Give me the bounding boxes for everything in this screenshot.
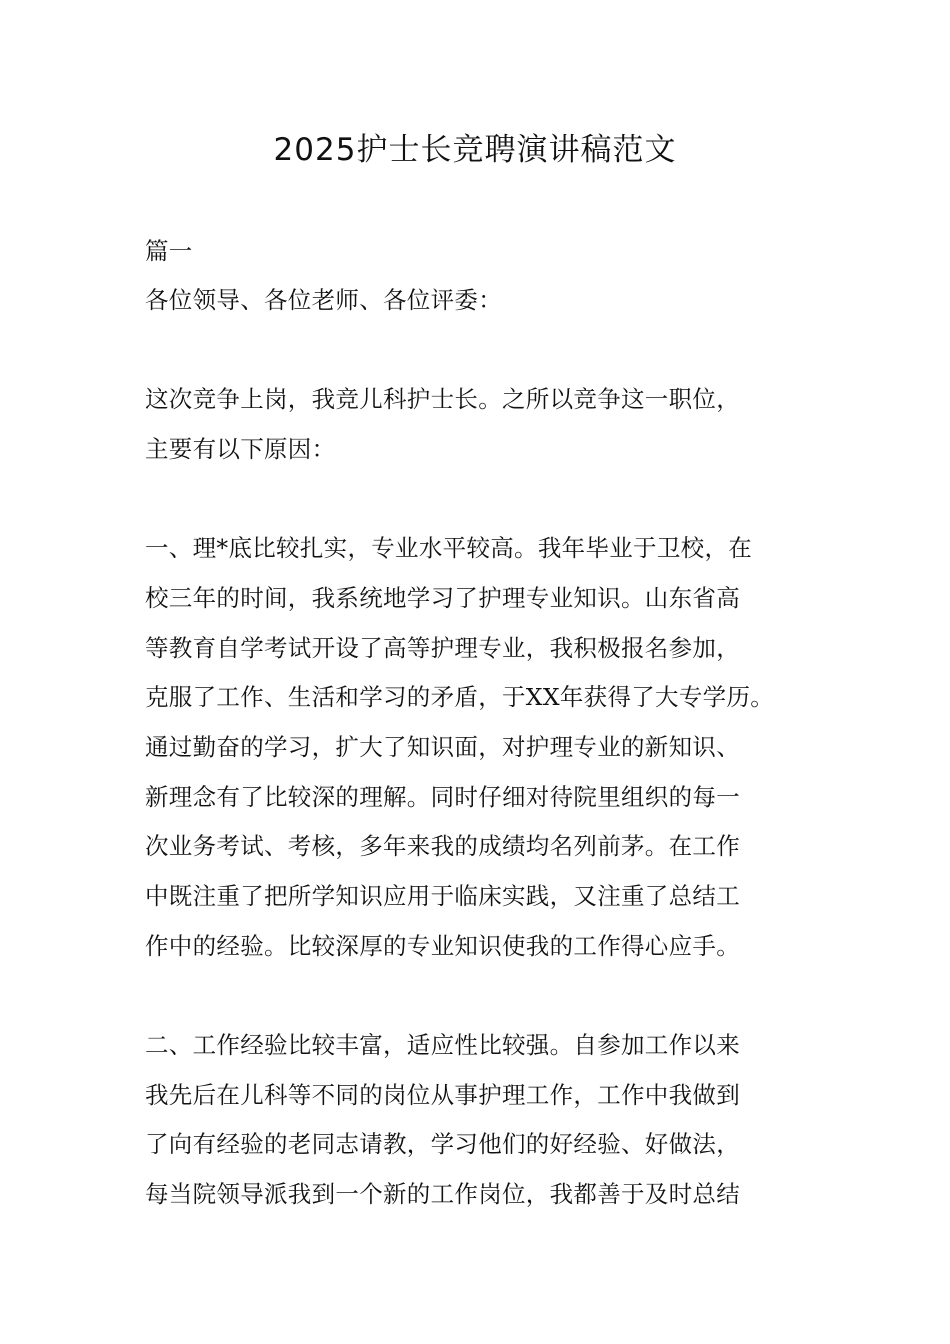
para1-line-6: 新理念有了比较深的理解。同时仔细对待院里组织的每一	[145, 783, 740, 811]
para1-line-5: 通过勤奋的学习，扩大了知识面，对护理专业的新知识、	[145, 733, 740, 761]
para2-line-3: 了向有经验的老同志请教，学习他们的好经验、好做法，	[145, 1130, 740, 1158]
para1-line-1: 一、理*底比较扎实，专业水平较高。我年毕业于卫校，在	[145, 534, 753, 562]
para1-line-4: 克服了工作、生活和学习的矛盾，于XX年获得了大专学历。	[145, 683, 775, 711]
para2-line-4: 每当院领导派我到一个新的工作岗位，我都善于及时总结	[145, 1180, 740, 1208]
intro-line-1: 这次竞争上岗，我竞儿科护士长。之所以竞争这一职位，	[145, 385, 740, 413]
para1-line-2: 校三年的时间，我系统地学习了护理专业知识。山东省高	[145, 584, 740, 612]
greeting-line: 各位领导、各位老师、各位评委：	[145, 286, 502, 314]
para1-line-8: 中既注重了把所学知识应用于临床实践，又注重了总结工	[145, 882, 740, 910]
section-label: 篇一	[145, 237, 193, 265]
para1-line-9: 作中的经验。比较深厚的专业知识使我的工作得心应手。	[145, 932, 740, 960]
para2-line-1: 二、工作经验比较丰富，适应性比较强。自参加工作以来	[145, 1031, 740, 1059]
intro-line-2: 主要有以下原因：	[145, 435, 336, 463]
document-title: 2025护士长竞聘演讲稿范文	[273, 132, 677, 168]
para1-line-3: 等教育自学考试开设了高等护理专业，我积极报名参加，	[145, 634, 740, 662]
para1-line-7: 次业务考试、考核，多年来我的成绩均名列前茅。在工作	[145, 832, 740, 860]
para2-line-2: 我先后在儿科等不同的岗位从事护理工作，工作中我做到	[145, 1081, 740, 1109]
